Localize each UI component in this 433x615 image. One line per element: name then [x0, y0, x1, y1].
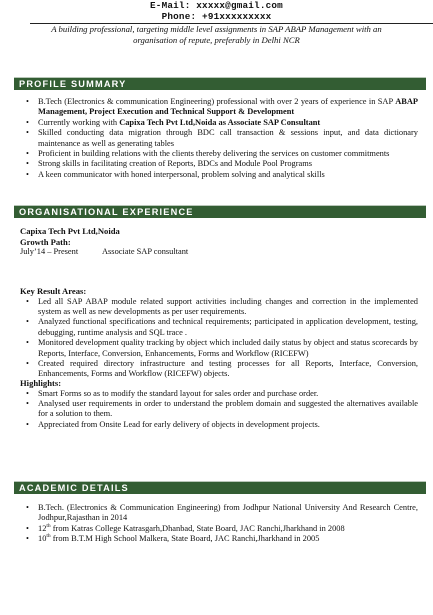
kra-item: • Analyzed functional specifications and technical requirements; participated in application development, testing, debugging, runtime analysis and SQL trace .	[20, 317, 418, 338]
profile-summary-item: • Skilled conducting data migration through BDC call transaction & sessions input, and data dictionary maintenance as well as generating tables	[20, 128, 418, 149]
profile-summary-item: • B.Tech (Electronics & communication Engineering) professional with over 2 years of experience in SAP ABAP Management, Project Execution and Technical Support & Development	[20, 97, 418, 118]
academic-item: • 10th from B.T.M High School Malkera, State Board, JAC Ranchi,Jharkhand in 2005	[20, 534, 418, 544]
highlight-item: • Appreciated from Onsite Lead for early delivery of objects in development projects.	[20, 420, 418, 430]
email-line: E-Mail: xxxxx@gmail.com	[150, 0, 283, 11]
profile-summary-item: • Currently working with Capixa Tech Pvt Ltd,Noida as Associate SAP Consultant	[20, 118, 418, 128]
growth-path-row	[20, 247, 418, 257]
academic-heading: ACADEMIC DETAILS	[19, 483, 129, 493]
academic-heading-bar	[14, 481, 426, 494]
highlight-item: • Smart Forms so as to modify the standard layout for sales order and purchase order.	[20, 389, 418, 399]
experience-heading: ORGANISATIONAL EXPERIENCE	[19, 207, 194, 217]
kra-label: Key Result Areas:	[20, 286, 87, 296]
highlights-list	[20, 389, 418, 431]
profile-summary-list	[20, 97, 418, 180]
kra-item: • Created required directory infrastructure and testing processes for all Reports, Interface, Conversion, Enhancements, Forms and Workflow (RICEFW) objects.	[20, 359, 418, 380]
growth-role: Associate SAP consultant	[102, 247, 189, 257]
kra-item: • Led all SAP ABAP module related support activities including changes and correction in the implemented system as well as new developments as per user requirements.	[20, 297, 418, 318]
profile-summary-item: • Proficient in building relations with the clients thereby delivering the services on customer commitments	[20, 149, 418, 159]
profile-summary-item: • A keen communicator with honed interpersonal, problem solving and analytical skills	[20, 170, 418, 180]
company-name: Capixa Tech Pvt Ltd,Noida	[20, 226, 120, 236]
academic-item: • 12th from Katras College Katrasgarh,Dhanbad, State Board, JAC Ranchi,Jharkhand in 2008	[20, 524, 418, 534]
profile-summary-heading-bar	[14, 77, 426, 90]
highlight-item: • Analysed user requirements in order to understand the problem domain and suggested the alternatives available for a solution to them.	[20, 399, 418, 420]
objective-text: A building professional, targeting middle level assignments in SAP ABAP Management with an organisation of repute, preferably in Delhi NCR	[51, 24, 382, 45]
objective-block	[0, 23, 433, 45]
profile-summary-item: • Strong skills in facilitating creation of Reports, BDCs and Module Pool Programs	[20, 159, 418, 169]
kra-item: • Monitored development quality tracking by object which included daily status by object and status scorecards by Reports, Interface, Conversion, Enhancements, Forms and Workflow (RICEFW)	[20, 338, 418, 359]
phone-line: Phone: +91xxxxxxxxx	[161, 10, 272, 22]
kra-list	[20, 297, 418, 380]
academic-list	[20, 503, 418, 545]
highlights-block	[20, 378, 418, 430]
growth-path-label: Growth Path:	[20, 236, 71, 247]
kra-block	[20, 286, 418, 380]
highlights-label: Highlights:	[20, 378, 62, 388]
experience-heading-bar	[14, 205, 426, 218]
experience-block	[20, 226, 418, 258]
contact-block	[0, 1, 433, 22]
growth-period: July’14 – Present	[20, 247, 79, 257]
academic-item: • B.Tech. (Electronics & Communication Engineering) from Jodhpur National University And Research Centre, Jodhpur,Rajasthan in 2014	[20, 503, 418, 524]
profile-summary-heading: PROFILE SUMMARY	[19, 79, 127, 89]
